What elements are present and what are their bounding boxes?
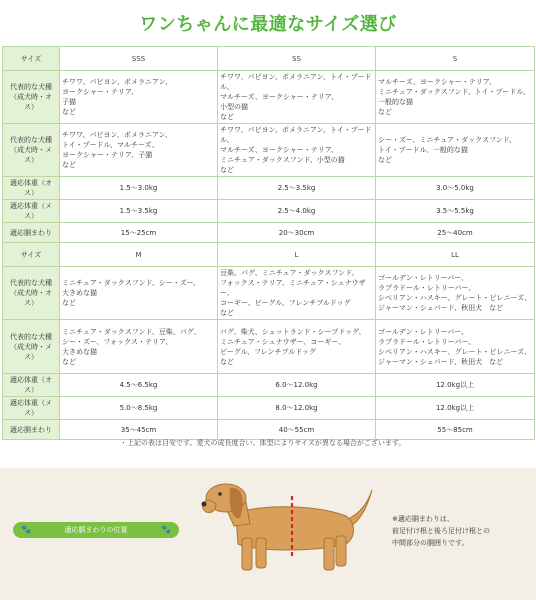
weight-male-row-2 [3,374,535,397]
weight-female-sss: 1.5〜3.5kg [60,200,218,223]
girth-sss: 15〜25cm [60,223,218,243]
girth-row-2 [3,420,535,440]
breeds-female-s: シー・ズー、ミニチュア・ダックスフンド、 トイ・プードル、一般的な猫 など [376,124,535,177]
weight-female-row-2 [3,397,535,420]
girth-label: 適応胴まわり [3,223,60,243]
size-l: L [218,243,376,267]
girth-ss: 20〜30cm [218,223,376,243]
weight-female-label: 適応体重（メス） [3,200,60,223]
girth-row-1 [3,223,535,243]
breeds-male-s: マルチーズ、ヨークシャー・テリア、 ミニチュア・ダックスフンド、トイ・プードル、 一般的な猫 など [376,71,535,124]
paw-icon: 🐾 [21,525,31,534]
weight-female-l: 8.0〜12.0kg [218,397,376,420]
weight-male-label: 適応体重（オス） [3,374,60,397]
dachshund-illustration [196,474,376,584]
breeds-female-label: 代表的な犬種 （成犬時・メス） [3,320,60,374]
size-table [2,46,535,440]
breeds-female-ss: チワワ、パピヨン、ポメラニアン、トイ・プードル、 マルチーズ、ヨークシャー・テリア、 ミニチュア・ダックスフンド、小型の猫 など [218,124,376,177]
girth-description: ※適応胴まわりは、 前足付け根と後ろ足付け根との 中間部分の胴囲りです。 [392,515,490,547]
weight-male-m: 4.5〜6.5kg [60,374,218,397]
girth-position-badge [13,522,179,538]
size-label: サイズ [3,47,60,71]
weight-female-label: 適応体重（メス） [3,397,60,420]
size-sss: SSS [60,47,218,71]
girth-m: 35〜45cm [60,420,218,440]
dog-eye [218,492,222,496]
breeds-male-row-2 [3,267,535,320]
breeds-male-row-1 [3,71,535,124]
breeds-male-label: 代表的な犬種 （成犬時・オス） [3,71,60,124]
girth-l: 40〜55cm [218,420,376,440]
weight-male-row-1 [3,177,535,200]
breeds-male-ll: ゴールデン・レトリーバー、 ラブラドール・レトリーバー、 シベリアン・ハスキー、グレート・ピレニーズ、 ジャーマン・シェパード、秋田犬 など [376,267,535,320]
dog-hind-leg [336,536,346,566]
size-note: ・上記の表は目安です。愛犬の成長度合い、体型によりサイズが異なる場合がございます。 [120,439,406,447]
breeds-female-label: 代表的な犬種 （成犬時・メス） [3,124,60,177]
breeds-male-ss: チワワ、パピヨン、ポメラニアン、トイ・プードル、 マルチーズ、ヨークシャー・テリア、 小型の猫 など [218,71,376,124]
weight-female-row-1 [3,200,535,223]
weight-male-ll: 12.0kg以上 [376,374,535,397]
weight-male-l: 6.0〜12.0kg [218,374,376,397]
size-label: サイズ [3,243,60,267]
page-title: ワンちゃんに最適なサイズ選び [139,14,397,35]
dog-nose [202,502,207,507]
size-s: S [376,47,535,71]
breeds-female-row-2 [3,320,535,374]
weight-female-ll: 12.0kg以上 [376,397,535,420]
girth-position-label: 適応胴まわりの位置 [64,526,128,534]
breeds-female-sss: チワワ、パピヨン、ポメラニアン、 トイ・プードル、マルチーズ、 ヨークシャー・テリア、子猫 など [60,124,218,177]
weight-male-ss: 2.5〜3.5kg [218,177,376,200]
breeds-female-m: ミニチュア・ダックスフンド、豆柴、パグ、 シー・ズー、フォックス・テリア、 大きめな猫 など [60,320,218,374]
breeds-male-l: 豆柴、パグ、ミニチュア・ダックスフンド、 フォックス・テリア、ミニチュア・シュナウザー、 コーギー、ビーグル、フレンチブルドッグ など [218,267,376,320]
breeds-male-label: 代表的な犬種 （成犬時・オス） [3,267,60,320]
size-ss: SS [218,47,376,71]
breeds-male-m: ミニチュア・ダックスフンド、シー・ズー、 大きめな猫 など [60,267,218,320]
dog-front-leg [256,538,266,568]
size-row-2 [3,243,535,267]
weight-female-s: 3.5〜5.5kg [376,200,535,223]
girth-label: 適応胴まわり [3,420,60,440]
breeds-female-ll: ゴールデン・レトリーバー、 ラブラドール・レトリーバー、 シベリアン・ハスキー、グレート・ピレニーズ、 ジャーマン・シェパード、秋田犬 など [376,320,535,374]
paw-icon: 🐾 [161,525,171,534]
breeds-female-l: パグ、柴犬、シェットランド・シープドッグ、 ミニチュア・シュナウザー、コーギー、 ビーグル、フレンチブルドッグ など [218,320,376,374]
dog-hind-leg [324,538,334,570]
breeds-female-row-1 [3,124,535,177]
size-row-1 [3,47,535,71]
weight-female-ss: 2.5〜4.0kg [218,200,376,223]
girth-s: 25〜40cm [376,223,535,243]
weight-male-label: 適応体重（オス） [3,177,60,200]
size-ll: LL [376,243,535,267]
dog-front-leg [242,538,252,570]
girth-ll: 55〜85cm [376,420,535,440]
weight-female-m: 5.0〜8.5kg [60,397,218,420]
weight-male-sss: 1.5〜3.0kg [60,177,218,200]
size-m: M [60,243,218,267]
breeds-male-sss: チワワ、パピヨン、ポメラニアン、 ヨークシャー・テリア、 子猫 など [60,71,218,124]
weight-male-s: 3.0〜5.0kg [376,177,535,200]
